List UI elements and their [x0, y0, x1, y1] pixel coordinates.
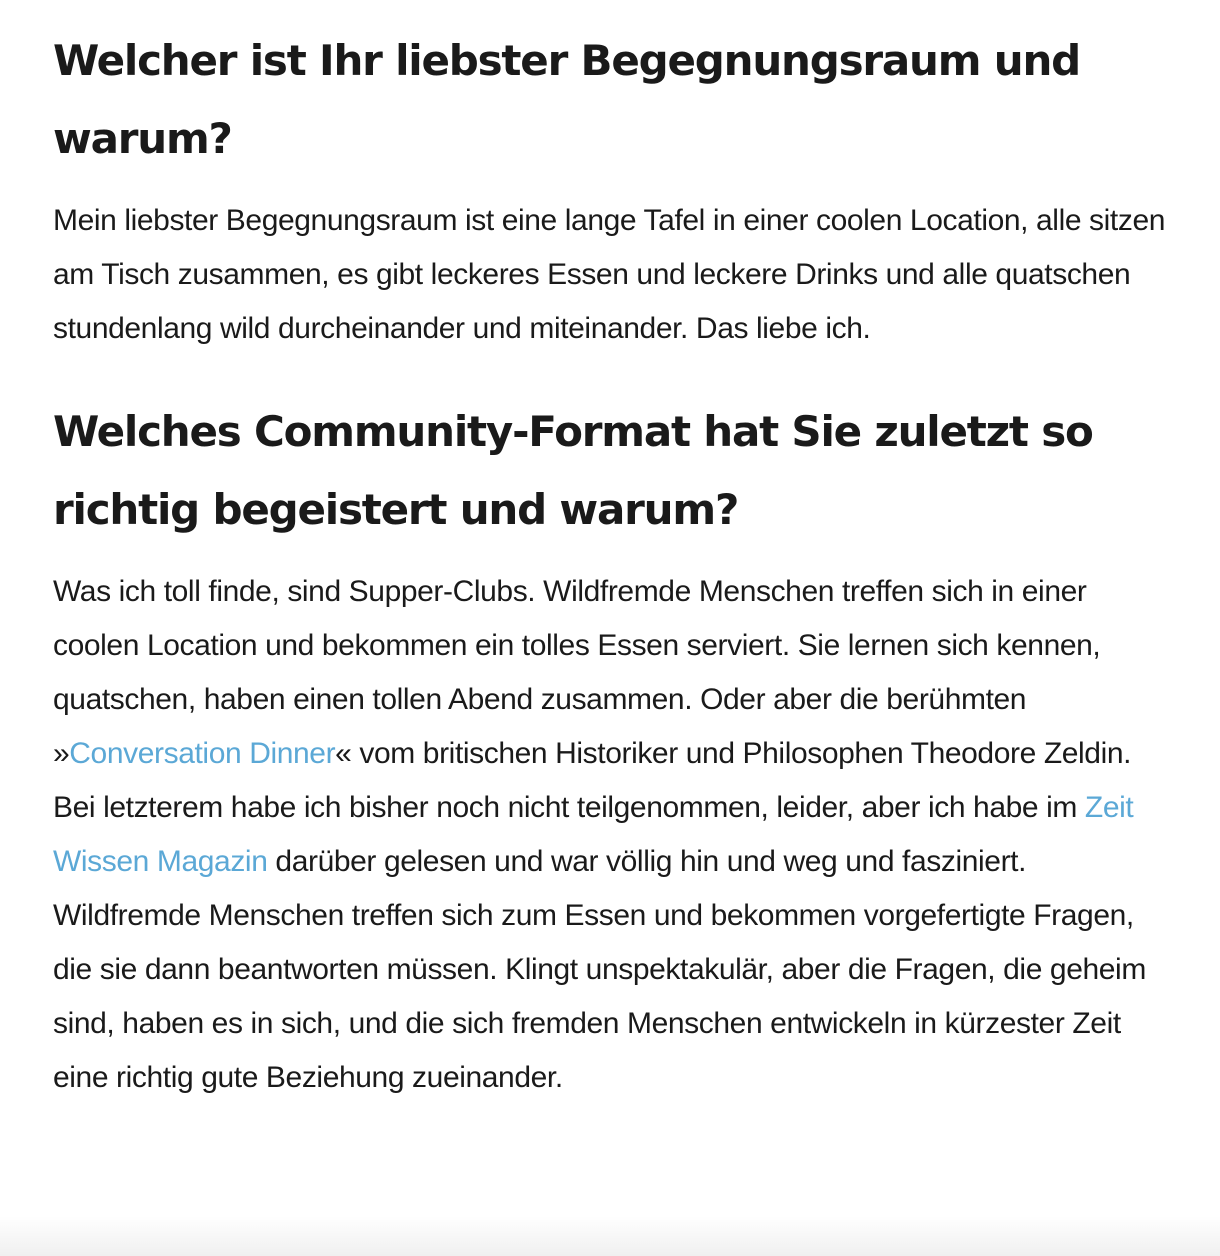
answer-text-part3: darüber gelesen und war völlig hin und weg und fasziniert. Wildfremde Menschen treffen sich zum Essen und bekommen vorgefertigte Fragen, die sie dann beantworten müssen. Klingt unspektakulär, aber die Fragen, die geheim sind, haben es in sich, und die sich fremden Menschen entwickeln in kürzester Zeit eine richtig gute Beziehung zueinander. — [53, 845, 1146, 1094]
answer-text-part2: « vom britischen Historiker und Philosophen Theodore Zeldin. Bei letzterem habe ich bisher noch nicht teilgenommen, leider, aber ich habe im — [53, 737, 1132, 824]
answer-text-part1: Was ich toll finde, sind Supper-Clubs. Wildfremde Menschen treffen sich in einer coolen Location und bekommen ein tolles Essen serviert. Sie lernen sich kennen, quatschen, haben einen tollen Abend zusammen. Oder aber die berühmten » — [53, 575, 1101, 770]
zeit-wissen-magazin-link[interactable]: Zeit Wissen Magazin — [53, 791, 1134, 878]
answer-paragraph-community-format — [53, 565, 1173, 1105]
article-body — [53, 22, 1173, 1105]
question-heading-community-format: Welches Community-Format hat Sie zuletzt so richtig begeistert und warum? — [53, 407, 1093, 534]
question-heading-favorite-space: Welcher ist Ihr liebster Begegnungsraum und warum? — [53, 36, 1081, 163]
conversation-dinner-link[interactable]: Conversation Dinner — [69, 737, 336, 770]
bottom-fade — [0, 1216, 1220, 1256]
answer-paragraph-favorite-space: Mein liebster Begegnungsraum ist eine lange Tafel in einer coolen Location, alle sitzen am Tisch zusammen, es gibt leckeres Essen und leckere Drinks und alle quatschen stundenlang wild durcheinander und miteinander. Das liebe ich. — [53, 204, 1166, 345]
